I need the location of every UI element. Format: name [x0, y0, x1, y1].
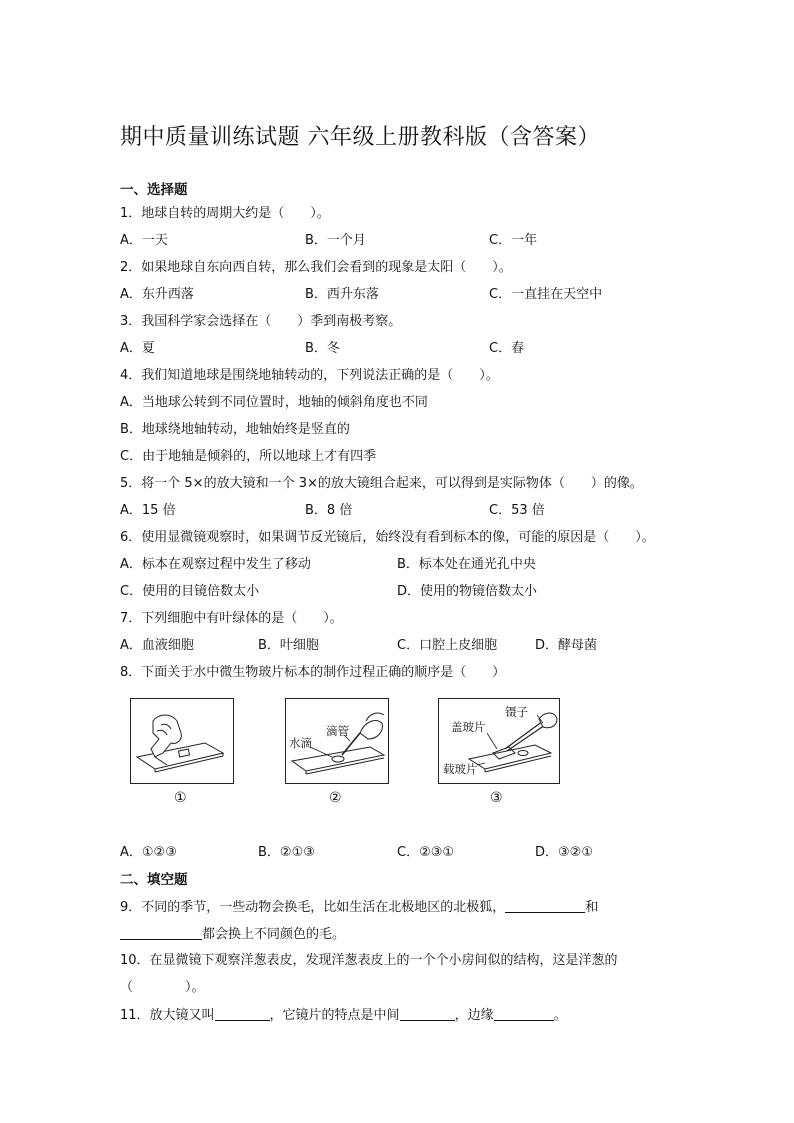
option-c[interactable]: C．一直挂在天空中	[489, 287, 603, 302]
option-a[interactable]: A．一天	[120, 233, 168, 248]
option-c[interactable]: C．②③①	[397, 845, 455, 860]
figure-3-cover-slip	[438, 698, 560, 784]
question-11	[120, 1006, 567, 1025]
question-2-options	[120, 286, 700, 304]
option-a[interactable]: A．①②③	[120, 845, 177, 860]
option-b[interactable]: B．②①③	[258, 845, 315, 860]
label-tweezers: 镊子	[505, 705, 528, 719]
option-b[interactable]: B．标本处在通光孔中央	[397, 557, 536, 572]
label-water-drop: 水滴	[289, 736, 312, 750]
question-8-options	[120, 844, 700, 862]
question-11-text-2: ，它镜片的特点是中间	[269, 1008, 400, 1023]
label-cover-slip: 盖玻片	[451, 720, 486, 734]
question-5-stem: 5．将一个 5×的放大镜和一个 3×的放大镜组合起来，可以得到是实际物体（ ）的像。	[120, 476, 643, 491]
question-7-stem: 7．下列细胞中有叶绿体的是（ ）。	[120, 611, 343, 626]
answer-blank-2[interactable]	[400, 1006, 455, 1021]
label-slide: 载玻片	[443, 762, 478, 776]
option-b[interactable]: B．西升东落	[305, 287, 379, 302]
figure-1-number: ①	[174, 790, 187, 806]
figure-3-number: ③	[490, 790, 503, 806]
question-9-and: 和	[585, 900, 599, 915]
question-9-tail: 都会换上不同颜色的毛。	[202, 927, 346, 942]
option-b[interactable]: B．叶细胞	[258, 638, 319, 653]
question-4-option-a[interactable]: A．当地球公转到不同位置时，地轴的倾斜角度也不同	[120, 395, 428, 410]
question-4-option-c[interactable]: C．由于地轴是倾斜的，所以地球上才有四季	[120, 449, 377, 464]
option-c[interactable]: C．口腔上皮细胞	[397, 638, 498, 653]
question-11-text-4: 。	[553, 1008, 567, 1023]
figure-2-water-drop	[285, 698, 389, 784]
answer-blank-2[interactable]	[120, 925, 202, 940]
question-3-stem: 3．我国科学家会选择在（ ）季到南极考察。	[120, 314, 402, 329]
question-9-text: 9．不同的季节，一些动物会换毛，比如生活在北极地区的北极狐，	[120, 900, 506, 915]
question-1-stem: 1．地球自转的周期大约是（ ）。	[120, 206, 330, 221]
option-a[interactable]: A．东升西落	[120, 287, 194, 302]
question-5-options	[120, 502, 700, 520]
hand-slide-illustration	[131, 699, 233, 783]
question-11-text-1: 11．放大镜又叫	[120, 1008, 215, 1023]
option-d[interactable]: D．使用的物镜倍数太小	[397, 584, 538, 599]
option-c[interactable]: C．一年	[489, 233, 538, 248]
option-c[interactable]: C．春	[489, 341, 525, 356]
question-10-answer[interactable]: （ ）。	[120, 980, 205, 995]
answer-blank-1[interactable]	[505, 898, 585, 913]
answer-blank-1[interactable]	[215, 1006, 270, 1021]
question-9-line1	[120, 898, 598, 917]
question-7-options	[120, 637, 700, 655]
question-8-stem: 8．下面关于水中微生物玻片标本的制作过程正确的顺序是（ ）	[120, 665, 506, 680]
option-a[interactable]: A．15 倍	[120, 503, 176, 518]
option-a[interactable]: A．血液细胞	[120, 638, 194, 653]
answer-blank-3[interactable]	[494, 1006, 554, 1021]
section-heading-fill: 二、填空题	[120, 872, 188, 888]
page-title: 期中质量训练试题 六年级上册教科版（含答案）	[120, 125, 600, 150]
question-6-stem: 6．使用显微镜观察时，如果调节反光镜后，始终没有看到标本的像，可能的原因是（ ）。	[120, 530, 655, 545]
question-3-options	[120, 340, 700, 358]
option-b[interactable]: B．8 倍	[305, 503, 353, 518]
option-b[interactable]: B．冬	[305, 341, 340, 356]
label-dropper: 滴管	[326, 724, 349, 738]
option-a[interactable]: A．标本在观察过程中发生了移动	[120, 557, 311, 572]
option-a[interactable]: A．夏	[120, 341, 155, 356]
question-10-line1: 10．在显微镜下观察洋葱表皮，发现洋葱表皮上的一个个小房间似的结构，这是洋葱的	[120, 953, 618, 968]
figure-1-slide-prep	[130, 698, 234, 784]
question-9-line2	[120, 925, 345, 944]
section-heading-choice: 一、选择题	[120, 182, 188, 198]
question-6-options-row2	[120, 583, 700, 601]
question-4-option-b[interactable]: B．地球绕地轴转动，地轴始终是竖直的	[120, 422, 350, 437]
question-11-text-3: ，边缘	[454, 1008, 494, 1023]
option-c[interactable]: C．53 倍	[489, 503, 545, 518]
option-d[interactable]: D．③②①	[535, 845, 593, 860]
question-1-options	[120, 232, 700, 250]
question-4-stem: 4．我们知道地球是围绕地轴转动的，下列说法正确的是（ ）。	[120, 368, 499, 383]
option-c[interactable]: C．使用的目镜倍数太小	[120, 584, 260, 599]
option-d[interactable]: D．酵母菌	[535, 638, 598, 653]
question-6-options-row1	[120, 556, 700, 574]
question-2-stem: 2．如果地球自东向西自转，那么我们会看到的现象是太阳（ ）。	[120, 260, 512, 275]
option-b[interactable]: B．一个月	[305, 233, 366, 248]
figure-2-number: ②	[329, 790, 342, 806]
